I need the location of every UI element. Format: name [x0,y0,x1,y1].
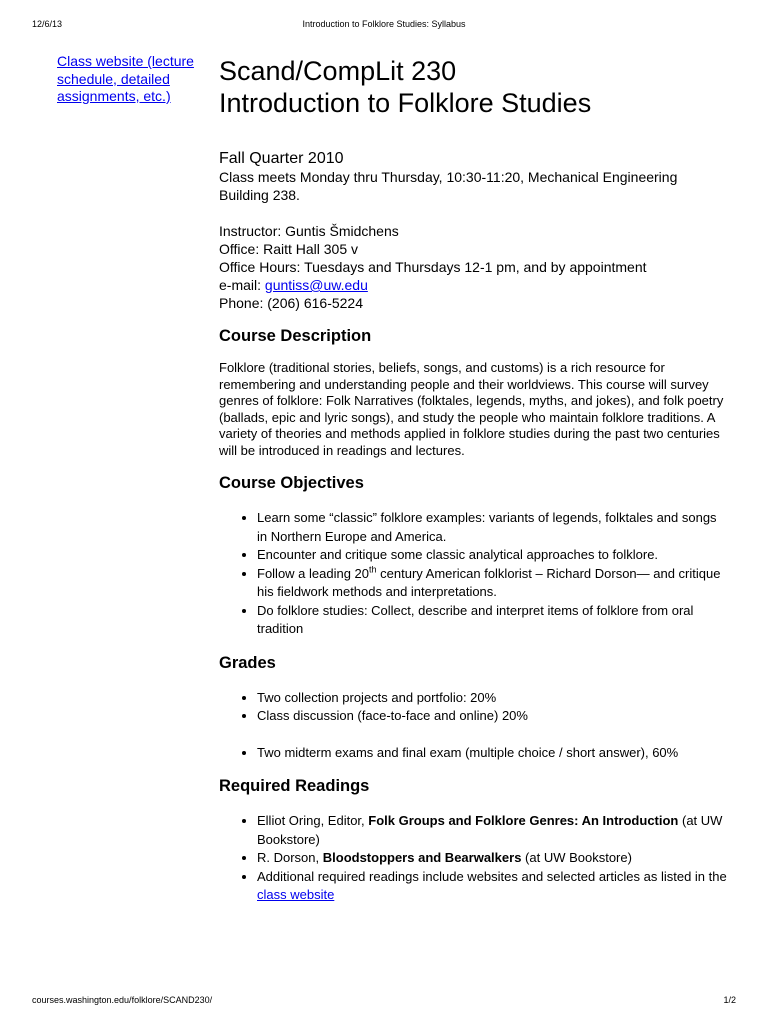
main-content [219,55,729,905]
print-header [32,19,736,31]
email-label: e-mail: [219,277,265,293]
grades-list [219,689,729,763]
list-item [257,868,729,905]
required-readings-heading: Required Readings [219,777,370,795]
course-info [219,168,729,312]
email-link[interactable]: guntiss@uw.edu [264,277,368,293]
grades-heading: Grades [219,653,276,672]
objective-text: century American folklorist – Richard Dorson— and critique his fieldwork methods and interpretations. [257,565,721,599]
term-heading: Fall Quarter 2010 [219,150,344,167]
page-title [219,55,729,119]
class-website-link[interactable]: Class website (lecture schedule, detailed assignments, etc.) [57,53,194,104]
list-item: • Class discussion (face-to-face and online) 20% [257,707,729,726]
list-item: • Two midterm exams and final exam (multiple choice / short answer), 60% [257,744,729,763]
course-number: Scand/CompLit 230 [219,56,457,86]
course-name: Introduction to Folklore Studies [219,88,592,118]
meeting-info: Class meets Monday thru Thursday, 10:30-11:20, Mechanical Engineering Building 238. [219,169,678,203]
list-item [257,565,729,602]
office-info: Office: Raitt Hall 305 v [219,241,359,257]
book-title: Folk Groups and Folklore Genres: An Introduction [368,813,679,828]
reading-text: Additional required readings include websites and selected articles as listed in the [257,868,727,884]
list-item: • Encounter and critique some classic analytical approaches to folklore. [257,546,729,565]
phone-info: Phone: (206) 616-5224 [219,295,363,311]
list-item [257,849,729,868]
readings-list [219,812,729,905]
objective-text: Follow a leading 20 [257,565,370,581]
reading-text: (at UW Bookstore) [257,813,723,847]
sidebar [57,53,197,106]
print-page-title: Introduction to Folklore Studies: Syllabus [302,19,466,29]
reading-text: Elliot Oring, Editor, [257,813,369,828]
course-description-text: Folklore (traditional stories, beliefs, songs, and customs) is a rich resource for remembering and understanding people and their worldviews. This course will survey genres of folklore: Folk Narratives (folktales, legends, myths, and jokes), and folk poetry (ballads, epic and lyric songs), and study the people who maintain folklore traditions. A variety of theories and methods applied in folklore studies during the past two centuries will be introduced in readings and lectures. [219,360,724,458]
list-item: • Two collection projects and portfolio: 20% [257,689,729,708]
list-item: • Do folklore studies: Collect, describe and interpret items of folklore from oral tradition [257,602,729,639]
list-item: • Learn some “classic” folklore examples: variants of legends, folktales and songs in Northern Europe and America. [257,509,729,546]
list-item [257,812,729,849]
ordinal-suffix: th [369,564,377,575]
page-number: 1/2 [723,995,736,1005]
instructor-info: Instructor: Guntis Šmidchens [219,223,399,239]
course-description-heading: Course Description [219,327,372,345]
class-website-inline-link[interactable]: class website [257,887,335,902]
objectives-list [219,509,729,639]
office-hours-info: Office Hours: Tuesdays and Thursdays 12-1 pm, and by appointment [219,259,647,275]
email-info [219,276,729,294]
print-date: 12/6/13 [32,19,63,29]
print-footer [32,995,736,1007]
print-url: courses.washington.edu/folklore/SCAND230/ [32,995,213,1005]
book-title: Bloodstoppers and Bearwalkers [322,850,522,865]
reading-text: (at UW Bookstore) [521,850,632,865]
course-objectives-heading: Course Objectives [219,474,364,492]
reading-text: R. Dorson, [257,850,323,865]
